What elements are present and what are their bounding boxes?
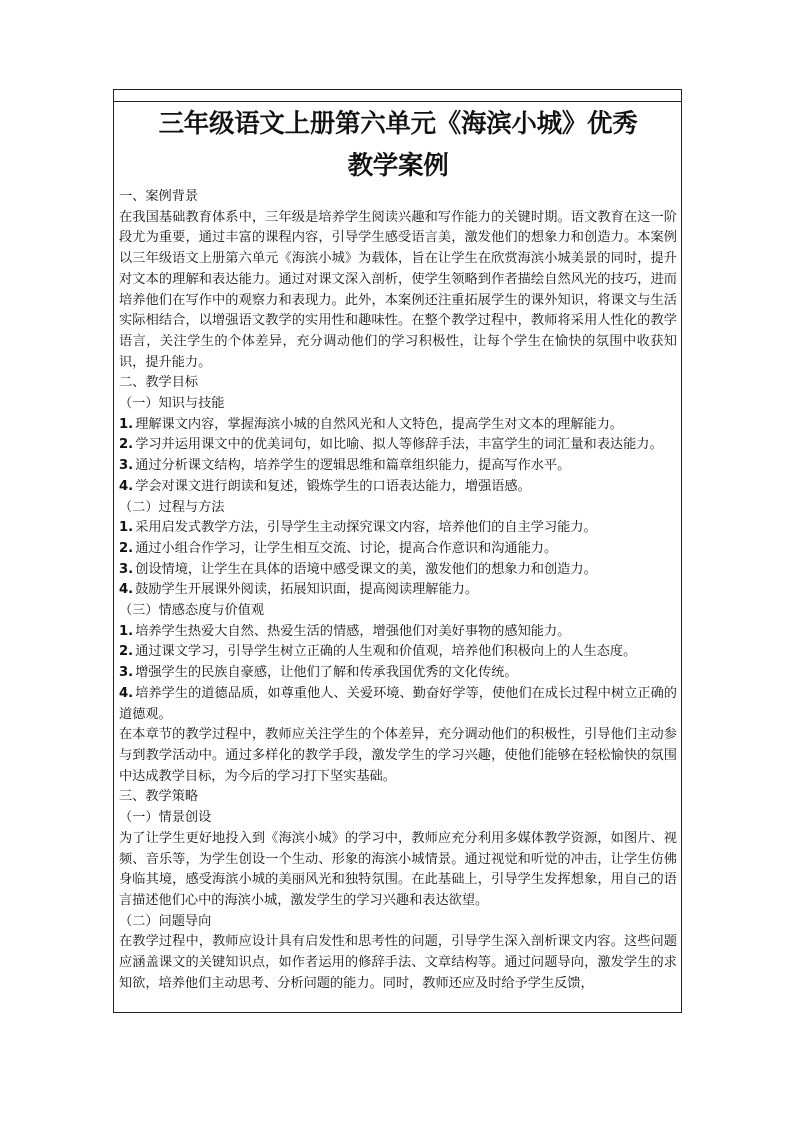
list-item: 2. 通过小组合作学习，让学生相互交流、讨论，提高合作意识和沟通能力。 xyxy=(119,540,558,556)
subheading-knowledge-skills: （一）知识与技能 xyxy=(119,396,225,412)
document-frame xyxy=(113,89,682,1013)
section-heading-background: 一、案例背景 xyxy=(119,189,199,204)
list-item: 2. 学习并运用课文中的优美词句，如比喻、拟人等修辞手法，丰富学生的词汇量和表达能力。 xyxy=(119,437,663,453)
background-paragraph: 在我国基础教育体系中，三年级是培养学生阅读兴趣和写作能力的关键时期。语文教育在这一阶段尤为重要，通过丰富的课程内容，引导学生感受语言美，激发他们的想象力和创造力。本案例以三年级语文上册第六单元《海滨小城》为载体，旨在让学生在欣赏海滨小城美景的同时，提升对文本的理解和表达能力。通过对课文深入剖析，使学生领略到作者描绘自然风光的技巧，进而培养他们在写作中的观察力和表现力。此外，本案例还注重拓展学生的课外知识，将课文与生活实际相结合，以增强语文教学的实用性和趣味性。在整个教学过程中，教师将采用人性化的教学语言，关注学生的个体差异，充分调动他们的学习积极性，让每个学生在愉快的氛围中收获知识，提升能力。 xyxy=(119,209,677,370)
subheading-process-method: （二）过程与方法 xyxy=(119,499,225,515)
list-item: 3. 创设情境，让学生在具体的语境中感受课文的美，激发他们的想象力和创造力。 xyxy=(119,561,597,577)
list-item: 3. 通过分析课文结构，培养学生的逻辑思维和篇章组织能力，提高写作水平。 xyxy=(119,458,571,474)
list-item: 2. 通过课文学习，引导学生树立正确的人生观和价值观，培养他们积极向上的人生态度。 xyxy=(119,644,637,660)
document-content xyxy=(114,103,681,994)
top-divider xyxy=(114,90,681,102)
list-item: 4. 鼓励学生开展课外阅读，拓展知识面，提高阅读理解能力。 xyxy=(119,582,479,598)
goals-summary-paragraph: 在本章节的教学过程中，教师应关注学生的个体差异，充分调动他们的积极性，引导他们主动参与到教学活动中。通过多样化的教学手段，激发学生的学习兴趣，使他们能够在轻松愉快的氛围中达成教学目标，为今后的学习打下坚实基础。 xyxy=(119,727,677,784)
list-item: 4. 学会对课文进行朗读和复述，锻炼学生的口语表达能力，增强语感。 xyxy=(119,478,531,494)
section-heading-goals: 二、教学目标 xyxy=(119,375,199,391)
problem-oriented-paragraph: 在教学过程中，教师应设计具有启发性和思考性的问题，引导学生深入剖析课文内容。这些问题应涵盖课文的关键知识点，如作者运用的修辞手法、文章结构等。通过问题导向，激发学生的求知欲，培养他们主动思考、分析问题的能力。同时，教师还应及时给予学生反馈， xyxy=(119,934,677,991)
subheading-emotion-values: （三）情感态度与价值观 xyxy=(119,603,265,619)
list-item: 1. 理解课文内容，掌握海滨小城的自然风光和人文特色，提高学生对文本的理解能力。 xyxy=(119,416,624,432)
subheading-scenario: （一）情景创设 xyxy=(119,810,212,826)
list-item: 3. 增强学生的民族自豪感，让他们了解和传承我国优秀的文化传统。 xyxy=(119,665,518,681)
list-item: 4. 培养学生的道德品质，如尊重他人、关爱环境、勤奋好学等，使他们在成长过程中树立正确的道德观。 xyxy=(119,685,677,722)
list-item: 1. 采用启发式教学方法，引导学生主动探究课文内容，培养他们的自主学习能力。 xyxy=(119,520,597,536)
section-heading-strategy: 三、教学策略 xyxy=(119,789,199,805)
document-title-line1: 三年级语文上册第六单元《海滨小城》优秀 xyxy=(158,109,638,139)
scenario-paragraph: 为了让学生更好地投入到《海滨小城》的学习中，教师应充分利用多媒体教学资源，如图片、视频、音乐等，为学生创设一个生动、形象的海滨小城情景。通过视觉和听觉的冲击，让学生仿佛身临其境，感受海滨小城的美丽风光和独特氛围。在此基础上，引导学生发挥想象，用自己的语言描述他们心中的海滨小城，激发学生的学习兴趣和表达欲望。 xyxy=(119,830,677,908)
subheading-problem-oriented: （二）问题导向 xyxy=(119,913,212,929)
document-title-line2: 教学案例 xyxy=(347,151,449,181)
list-item: 1. 培养学生热爱大自然、热爱生活的情感，增强他们对美好事物的感知能力。 xyxy=(119,623,571,639)
